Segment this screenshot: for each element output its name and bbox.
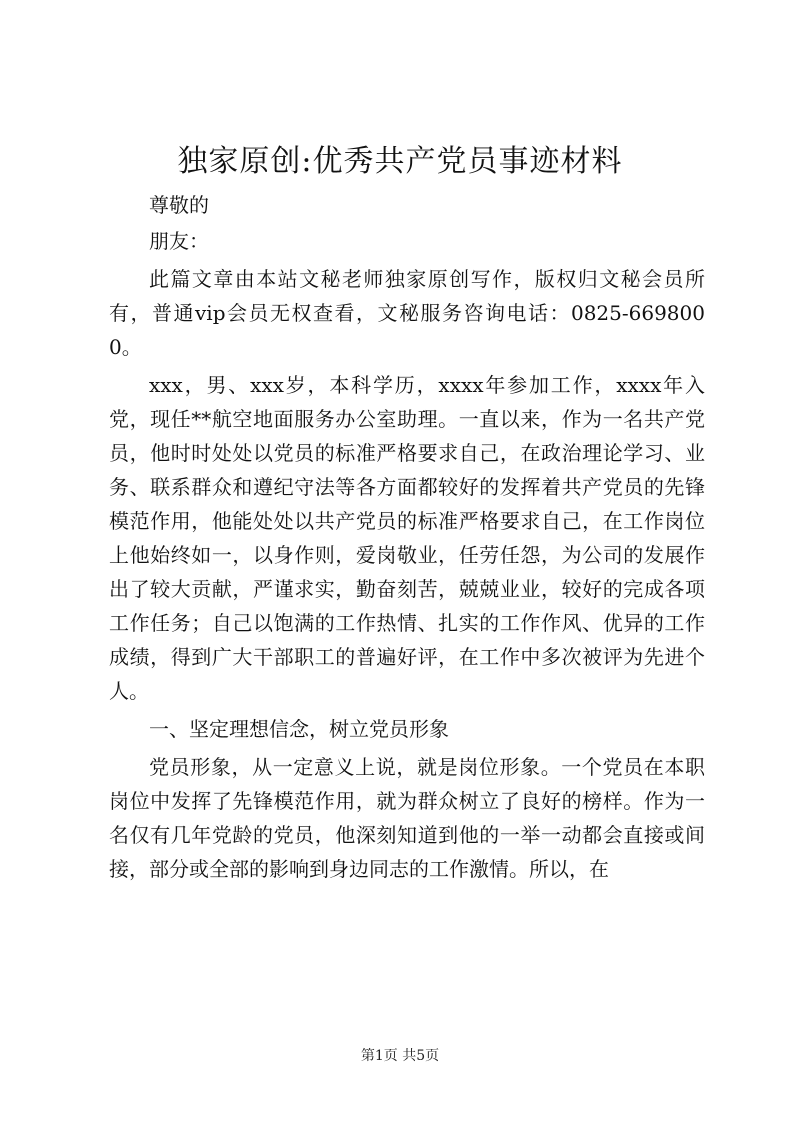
document-title: 独家原创:优秀共产党员事迹材料 bbox=[177, 144, 623, 179]
section-heading: 一、坚定理想信念，树立党员形象 bbox=[149, 717, 449, 741]
greeting-line-1: 尊敬的 bbox=[149, 193, 209, 217]
profile-paragraph: xxx，男、xxx岁，本科学历，xxxx年参加工作，xxxx年入党，现任**航空地面服务办公室助理。一直以来，作为一名共产党员，他时时处处以党员的标准严格要求自己，在政治理论学习、业务、联系群众和遵纪守法等各方面都较好的发挥着共产党员的先锋模范作用，他能处处以共产党员的标准严格要求自己，在工作岗位上他始终如一，以身作则，爱岗敬业，任劳任怨，为公司的发展作出了较大贡献，严谨求实，勤奋刻苦，兢兢业业，较好的完成各项工作任务；自己以饱满的工作热情、扎实的工作作风、优异的工作成绩，得到广大干部职工的普遍好评，在工作中多次被评为先进个人。 bbox=[109, 373, 705, 703]
page-footer: 第1页 共5页 bbox=[360, 1048, 440, 1064]
greeting-line-2: 朋友： bbox=[149, 229, 209, 253]
section-paragraph: 党员形象，从一定意义上说，就是岗位形象。一个党员在本职岗位中发挥了先锋模范作用，就为群众树立了良好的榜样。作为一名仅有几年党龄的党员，他深刻知道到他的一举一动都会直接或间接，部分或全部的影响到身边同志的工作激情。所以，在 bbox=[109, 755, 705, 881]
document-body bbox=[109, 188, 705, 890]
copyright-notice-paragraph: 此篇文章由本站文秘老师独家原创写作，版权归文秘会员所有，普通vip会员无权查看，文秘服务咨询电话：0825-6698000。 bbox=[109, 267, 705, 359]
